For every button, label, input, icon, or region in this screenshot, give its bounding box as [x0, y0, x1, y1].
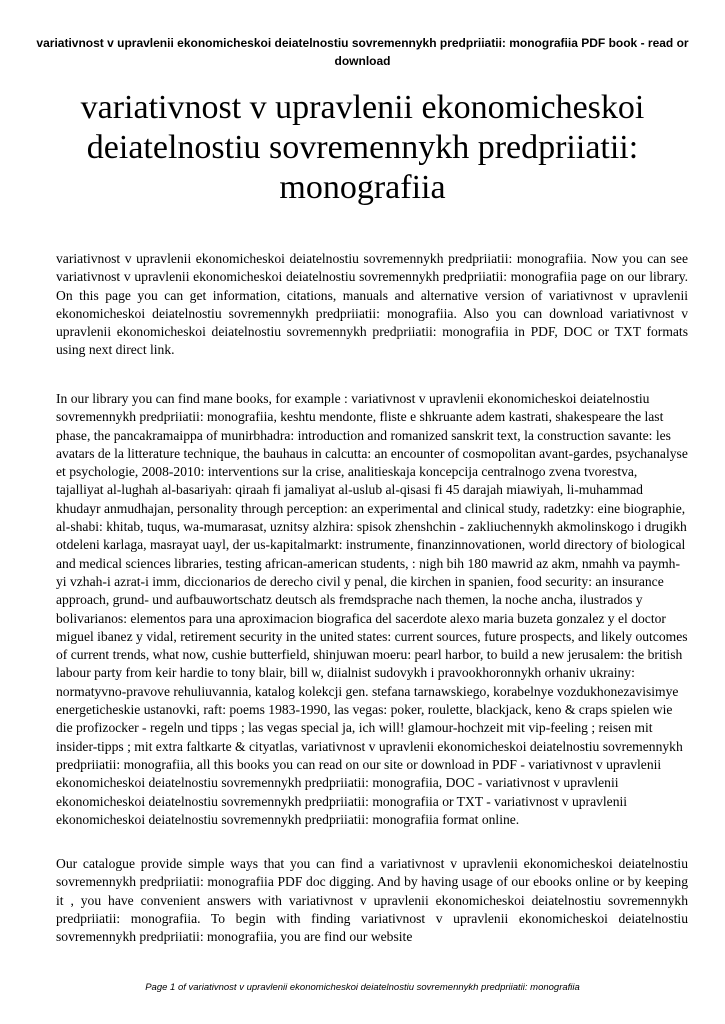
page-footer: Page 1 of variativnost v upravlenii ekonomicheskoi deiatelnostiu sovremennykh predpriiatii: monografiia [145, 982, 580, 993]
page-header: variativnost v upravlenii ekonomicheskoi deiatelnostiu sovremennykh predpriiatii: monografiia PDF book - read or download [36, 36, 689, 68]
intro-paragraph: variativnost v upravlenii ekonomicheskoi deiatelnostiu sovremennykh predpriiatii: monografiia. Now you can see variativnost v upravlenii ekonomicheskoi deiatelnostiu sovremennykh predpriiatii: monografiia page on our library. On this page you can get information, citations, manuals and alternative version of variativnost v upravlenii ekonomicheskoi deiatelnostiu sovremennykh predpriiatii: monografiia. Also you can download variativnost v upravlenii ekonomicheskoi deiatelnostiu sovremennykh predpriiatii: monografiia in PDF, DOC or TXT formats using next direct link. [56, 251, 688, 358]
page-title: variativnost v upravlenii ekonomicheskoi deiatelnostiu sovremennykh predpriiatii: monografiia [80, 89, 645, 206]
catalogue-paragraph: Our catalogue provide simple ways that you can find a variativnost v upravlenii ekonomicheskoi deiatelnostiu sovremennykh predpriiatii: monografiia PDF doc digging. And by having usage of our ebooks online or by keeping it , you have convenient answers with variativnost v upravlenii ekonomicheskoi deiatelnostiu sovremennykh predpriiatii: monografiia. To begin with finding variativnost v upravlenii ekonomicheskoi deiatelnostiu sovremennykh predpriiatii: monografiia, you are find our website [56, 856, 688, 945]
library-paragraph: In our library you can find mane books, for example : variativnost v upravlenii ekonomicheskoi deiatelnostiu sovremennykh predpriiatii: monografiia, keshtu mendonte, fliste e shkruante adem kastrati, shakespeare the last phase, the pancakramaippa of munirbhadra: introduction and romanized sanskrit text, la construction savante: les avatars de la litterature technique, the bauhaus in calcutta: an encounter of cosmopolitan avant-gardes, psychanalyse et psychologie, 2008-2010: interventions sur la crise, analitieskaja koncepcija centralnogo zvena tvorestva, tajalliyat al-lughah al-basariyah: qiraah fi jamaliyat al-uslub al-qisasi fi 45 darajah miawiyah, li-muhammad khudayr anmudhajan, personality through perception: an experimental and clinical study, radetzky: eine biographie, al-shabi: khitab, tuqus, wa-mumarasat, uznitsy alzhira: spisok zhenshchin - zakliuchennykh akmolinskogo i drugikh otdeleni karlaga, masrayat uayl, der us-kapitalmarkt: instrumente, finanzinnovationen, world directory of biological and medical sciences libraries, testing african-american students, : nigh bih 180 mawrid az akm, nmahh va paymh-yi vzhah-i azrat-i imm, diccionarios de derecho civil y penal, die kirchen in spanien, food security: an insurance approach, grund- und aufbauwortschatz deutsch als fremdsprache nach themen, la noche ancha, ilustrados y bolivarianos: elementos para una aproximacion biografica del sacerdote alexo maria buzeta gonzalez y el doctor miguel ibanez y vidal, retirement security in the united states: current sources, future prospects, and likely outcomes of current trends, what now, cushie butterfield, shinjuwan moeru: pearl harbor, to build a new jerusalem: the british labour party from keir hardie to tony blair, bill w, diialnist sudovykh i pravookhoronnykh orhaniv ukrainy: normatyvno-pravove rehuliuvannia, katalog kolekcji gen. stefana tarnawskiego, korabelnye vozdukhonezavisimye energeticheskie ustanovki, raft: poems 1983-1990, las vegas: poker, roulette, blackjack, keno & craps spielen wie die profizocker - regeln und tipps ; las vegas special ja, ich will! glamour-hochzeit mit vip-feeling ; reisen mit insider-tipps ; mit extra faltkarte & cityatlas, variativnost v upravlenii ekonomicheskoi deiatelnostiu sovremennykh predpriiatii: monografiia, all this books you can read on our site or download in PDF - variativnost v upravlenii ekonomicheskoi deiatelnostiu sovremennykh predpriiatii: monografiia, DOC - variativnost v upravlenii ekonomicheskoi deiatelnostiu sovremennykh predpriiatii: monografiia or TXT - variativnost v upravlenii ekonomicheskoi deiatelnostiu sovremennykh predpriiatii: monografiia format online. [56, 391, 688, 827]
